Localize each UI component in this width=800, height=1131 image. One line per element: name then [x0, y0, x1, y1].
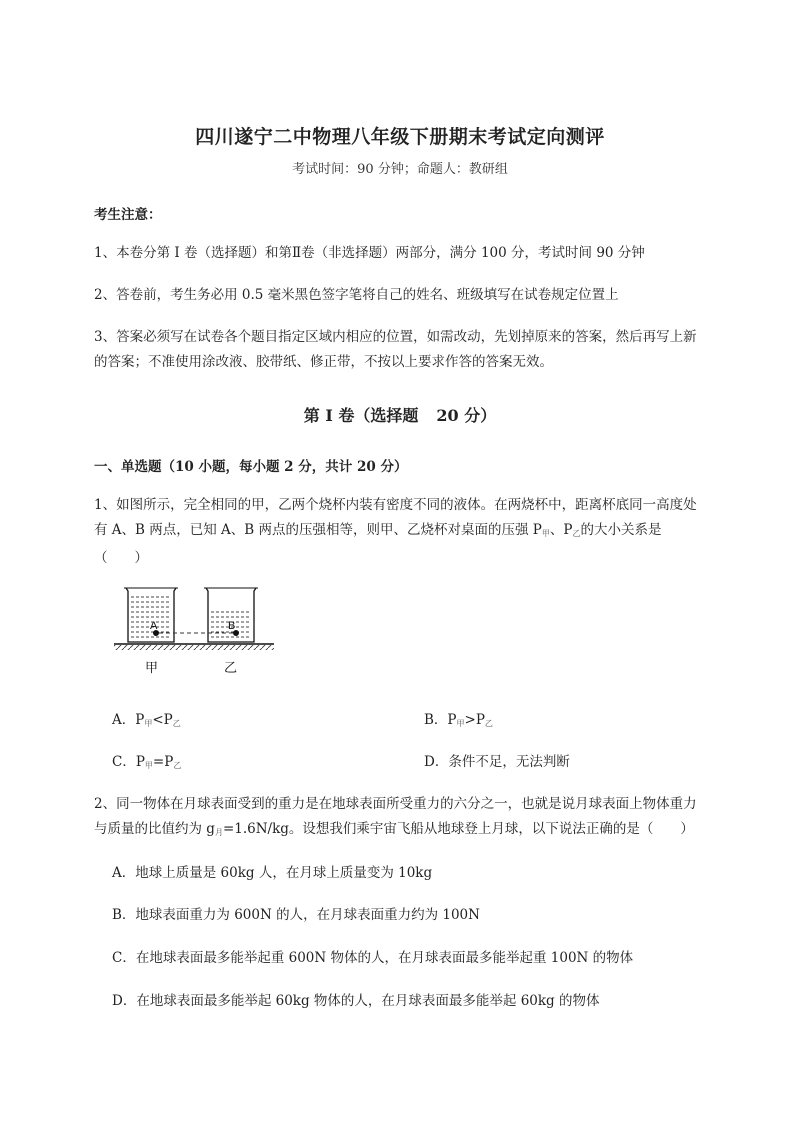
label-jia: 甲 — [145, 661, 159, 676]
beaker-yi — [204, 588, 258, 642]
q1-option-b[interactable]: B．$P_甲>P_乙$ — [424, 712, 493, 728]
part-heading: 一、单选题（10 小题，每小题 2 分，共计 20 分） — [94, 459, 408, 475]
q2-option-b[interactable]: B．地球表面重力为 600N 的人，在月球表面重力约为 100N — [112, 907, 480, 923]
notice-item-3: 3、答案必须写在试卷各个题目指定区域内相应的位置，如需改动，先划掉原来的答案，然后再写上新的答案；不准使用涂改液、胶带纸、修正带，不按以上要求作答的答案无效。 — [94, 329, 697, 370]
q1-option-d[interactable]: D．条件不足，无法判断 — [424, 754, 570, 770]
question-2-line-1: 2、同一物体在月球表面受到的重力是在地球表面所受重力的六分之一，也就是说月球表面上物体重力 — [94, 796, 697, 812]
q2-option-a[interactable]: A．地球上质量是 60kg 人，在月球上质量变为 10kg — [112, 865, 433, 881]
notice-heading: 考生注意： — [94, 207, 162, 223]
beakers-diagram — [112, 582, 282, 682]
exam-subtitle: 考试时间：90 分钟；命题人：教研组 — [292, 162, 508, 177]
label-yi: 乙 — [224, 661, 238, 676]
section-score: 20 分） — [436, 406, 497, 425]
exam-title: 四川遂宁二中物理八年级下册期末考试定向测评 — [195, 126, 605, 148]
q2-option-d[interactable]: D．在地球表面最多能举起 60kg 物体的人，在月球表面最多能举起 60kg 的物体 — [112, 993, 600, 1009]
q2-option-c[interactable]: C．在地球表面最多能举起重 600N 物体的人，在月球表面最多能举起重 100N 的物体 — [112, 950, 634, 966]
question-1-text — [94, 493, 706, 571]
notice-item-2: 2、答卷前，考生务必用 0.5 毫米黑色签字笔将自己的姓名、班级填写在试卷规定位置上 — [94, 287, 619, 303]
beaker-jia — [124, 588, 178, 642]
question-1-line-2: 有 A、B 两点，已知 A、B 两点的压强相等，则甲、乙烧杯对桌面的压强 $P_甲$、$P_乙$的大小关系是（ ） — [94, 522, 662, 566]
q1-option-a[interactable]: A．$P_甲<P_乙$ — [112, 712, 181, 728]
point-a-label: A — [150, 620, 158, 632]
notice-item-1: 1、本卷分第 I 卷（选择题）和第Ⅱ卷（非选择题）两部分，满分 100 分，考试时间 90 分钟 — [94, 245, 645, 261]
section-title-text: 第 I 卷（选择题 — [303, 406, 419, 425]
section-title — [0, 403, 800, 426]
beaker-figure — [112, 582, 282, 682]
question-2-line-2: 与质量的比值约为 $g_月=1.6N/kg$。设想我们乘宇宙飞船从地球登上月球，以下说法正确的是（ ） — [94, 821, 694, 837]
question-1-line-1: 1、如图所示，完全相同的甲，乙两个烧杯内装有密度不同的液体。在两烧杯中，距离杯底同一高度处 — [94, 497, 697, 513]
question-2-text — [94, 792, 706, 845]
q1-option-c[interactable]: C．$P_甲=P_乙$ — [112, 754, 182, 770]
point-b-label: B — [228, 620, 236, 632]
